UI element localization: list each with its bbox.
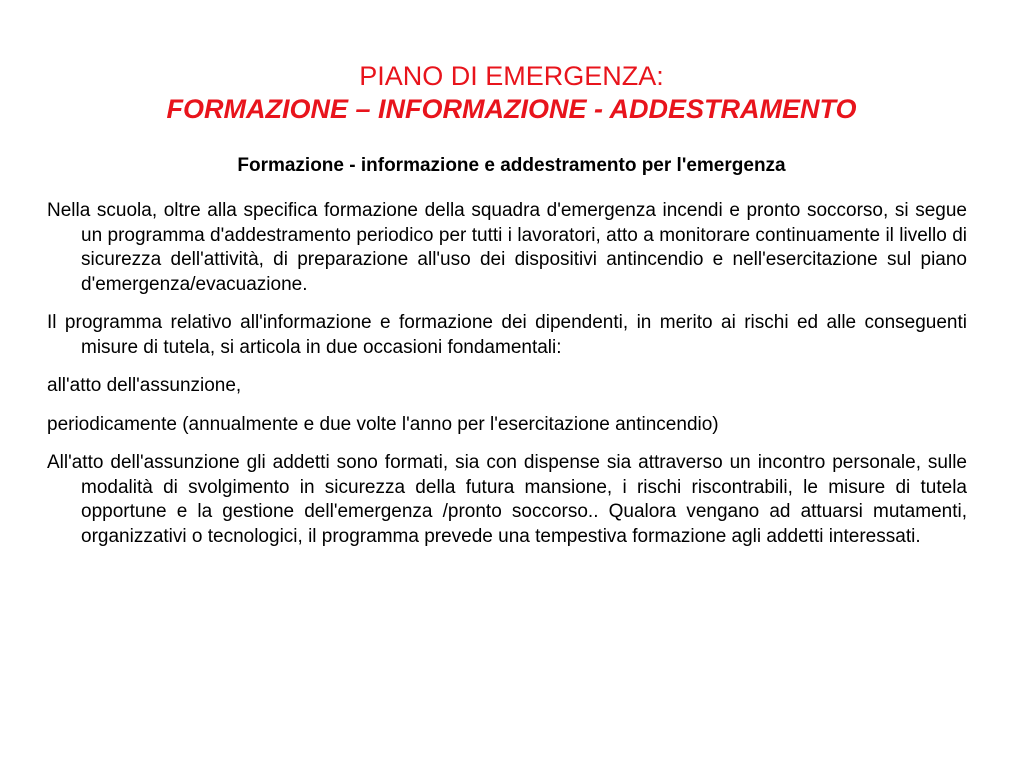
slide-title (0, 60, 1023, 126)
paragraph-periodic: periodicamente (annualmente e due volte l'anno per l'esercitazione antincendio) (47, 413, 719, 435)
title-line-plan: PIANO DI EMERGENZA: (359, 61, 664, 91)
paragraph-hiring: all'atto dell'assunzione, (47, 375, 242, 396)
paragraph-hiring-details: All'atto dell'assunzione gli addetti sono formati, sia con dispense sia attraverso un incontro personale, sulle modalità di svolgimento in sicurezza della futura mansione, i rischi riscontrabili, le misure di tutela opportune e la gestione dell'emergenza /pronto soccorso.. Qualora vengano ad attuarsi mutamenti, organizzativi o tecnologici, il programma prevede una tempestiva formazione agli addetti interessati. (47, 452, 967, 547)
section-heading: Formazione - informazione e addestramento per l'emergenza (237, 155, 786, 176)
paragraph-program: Il programma relativo all'informazione e formazione dei dipendenti, in merito ai rischi ed alle conseguenti misure di tutela, si articola in due occasioni fondamentali: (47, 312, 967, 358)
body-text (47, 199, 967, 563)
title-line-training: FORMAZIONE – INFORMAZIONE - ADDESTRAMENTO (166, 94, 857, 124)
paragraph-school-training: Nella scuola, oltre alla specifica formazione della squadra d'emergenza incendi e pronto soccorso, si segue un programma d'addestramento periodico per tutti i lavoratori, atto a monitorare continuamente il livello di sicurezza dell'attività, di preparazione all'uso dei dispositivi antincendio e nell'esercitazione sul piano d'emergenza/evacuazione. (47, 200, 967, 295)
